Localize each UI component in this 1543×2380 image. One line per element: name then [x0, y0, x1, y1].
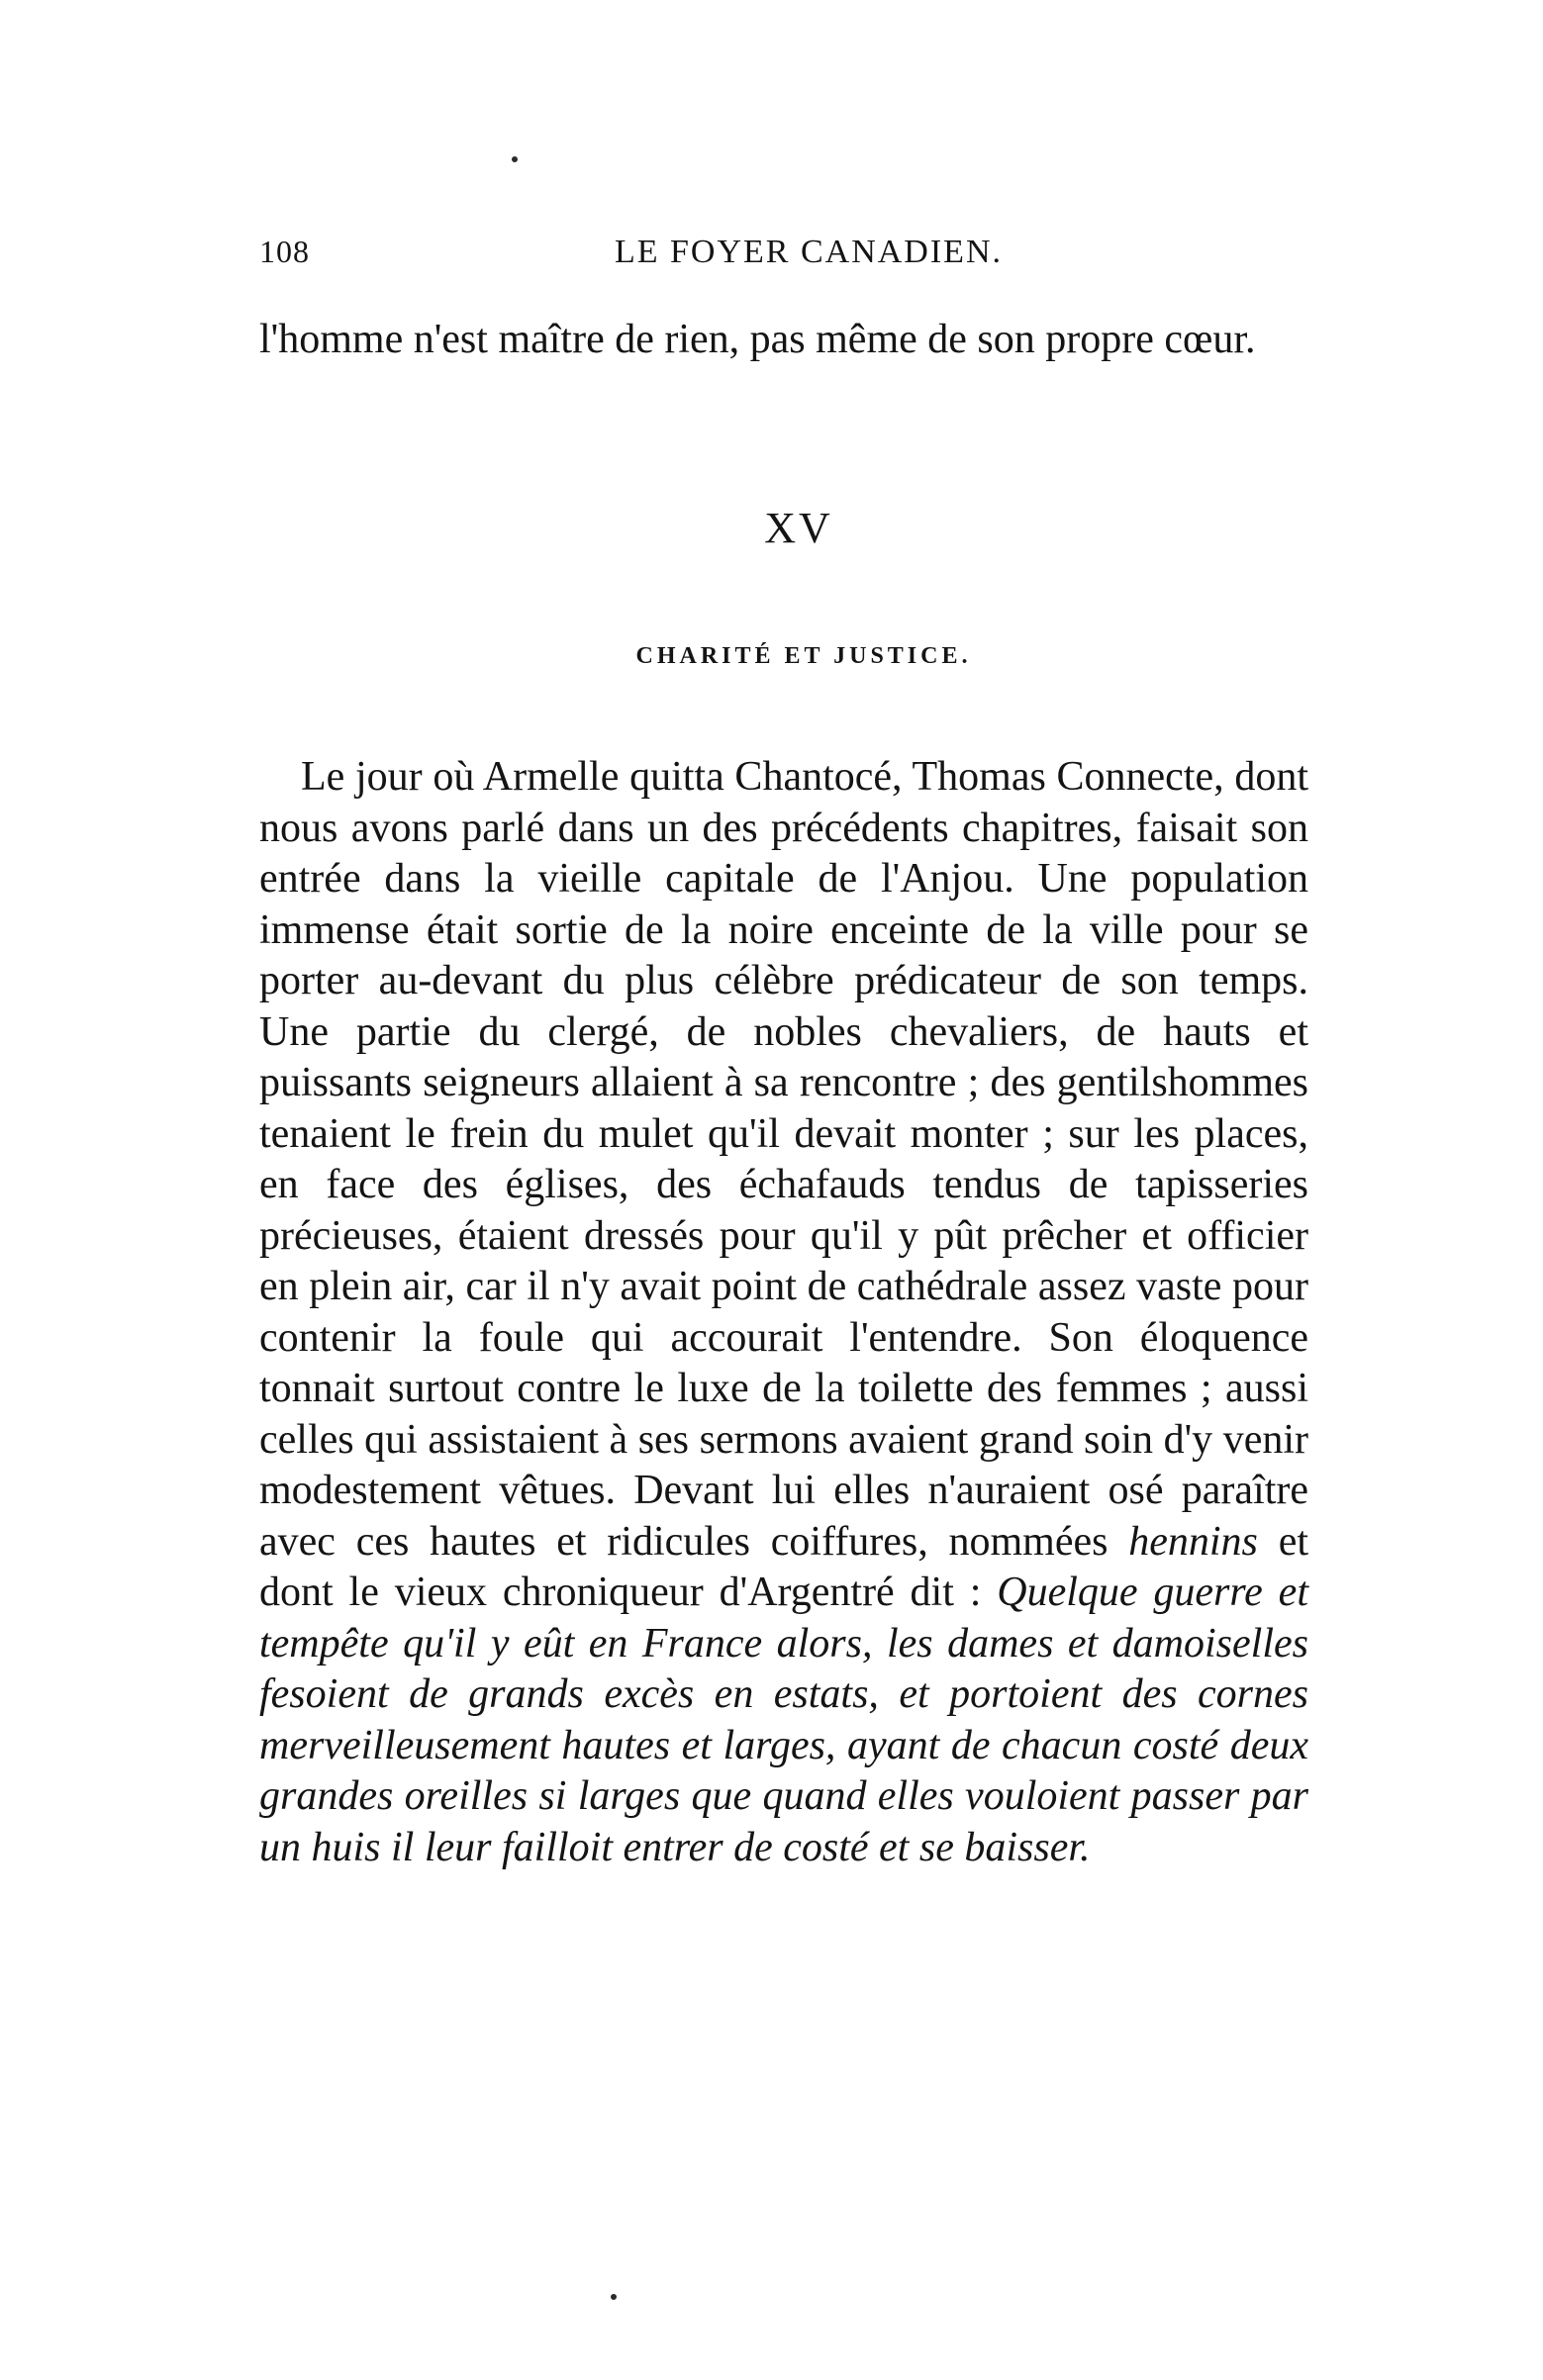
running-head	[259, 234, 1308, 293]
italic-quotation: Quelque guerre et tempête qu'il y eût en France alors, les dames et damoiselles fesoient de grands excès en estats, et portoient des cornes merveilleusement hautes et larges, ayant de chacun costé deux grandes oreilles si larges que quand elles vouloient passer par un huis il leur failloit entrer de costé et se baisser.	[259, 1570, 1308, 1870]
italic-term-hennins: hennins	[1128, 1518, 1258, 1565]
chapter-number: XV	[764, 504, 833, 552]
body-text-part-2: et dont le vieux chroniqueur d'Argentré dit :	[259, 1518, 1309, 1615]
ink-speck-bottom	[611, 2294, 617, 2300]
body-text-part-1: Le jour où Armelle quitta Chantocé, Thomas Connecte, dont nous avons parlé dans un des précédents chapitres, faisait son entrée dans la vieille capitale de l'Anjou. Une population immense était sortie de la noire enceinte de la ville pour se porter au-devant du plus célèbre prédicateur de son temps. Une partie du clergé, de nobles chevaliers, de hauts et puissants seigneurs allaient à sa rencontre ; des gentilshommes tenaient le frein du mulet qu'il devait monter ; sur les places, en face des églises, des échafauds tendus de tapisseries précieuses, étaient dressés pour qu'il y pût prêcher et officier en plein air, car il n'y avait point de cathédrale assez vaste pour contenir la foule qui accourait l'entendre. Son éloquence tonnait surtout contre le luxe de la toilette des femmes ; aussi celles qui assistaient à ses sermons avaient grand soin d'y venir modestement vêtues. Devant lui elles n'auraient osé paraître avec ces hautes et ridicules coiffures, nommées	[259, 754, 1308, 1565]
chapter-body-paragraph	[259, 752, 1308, 1873]
journal-title: LE FOYER CANADIEN.	[614, 234, 1004, 270]
carryover-paragraph: l'homme n'est maître de rien, pas même de son propre cœur.	[259, 317, 1256, 362]
ink-speck-top	[512, 156, 518, 162]
page-number: 108	[259, 234, 310, 269]
chapter-title: CHARITÉ ET JUSTICE.	[635, 643, 972, 669]
